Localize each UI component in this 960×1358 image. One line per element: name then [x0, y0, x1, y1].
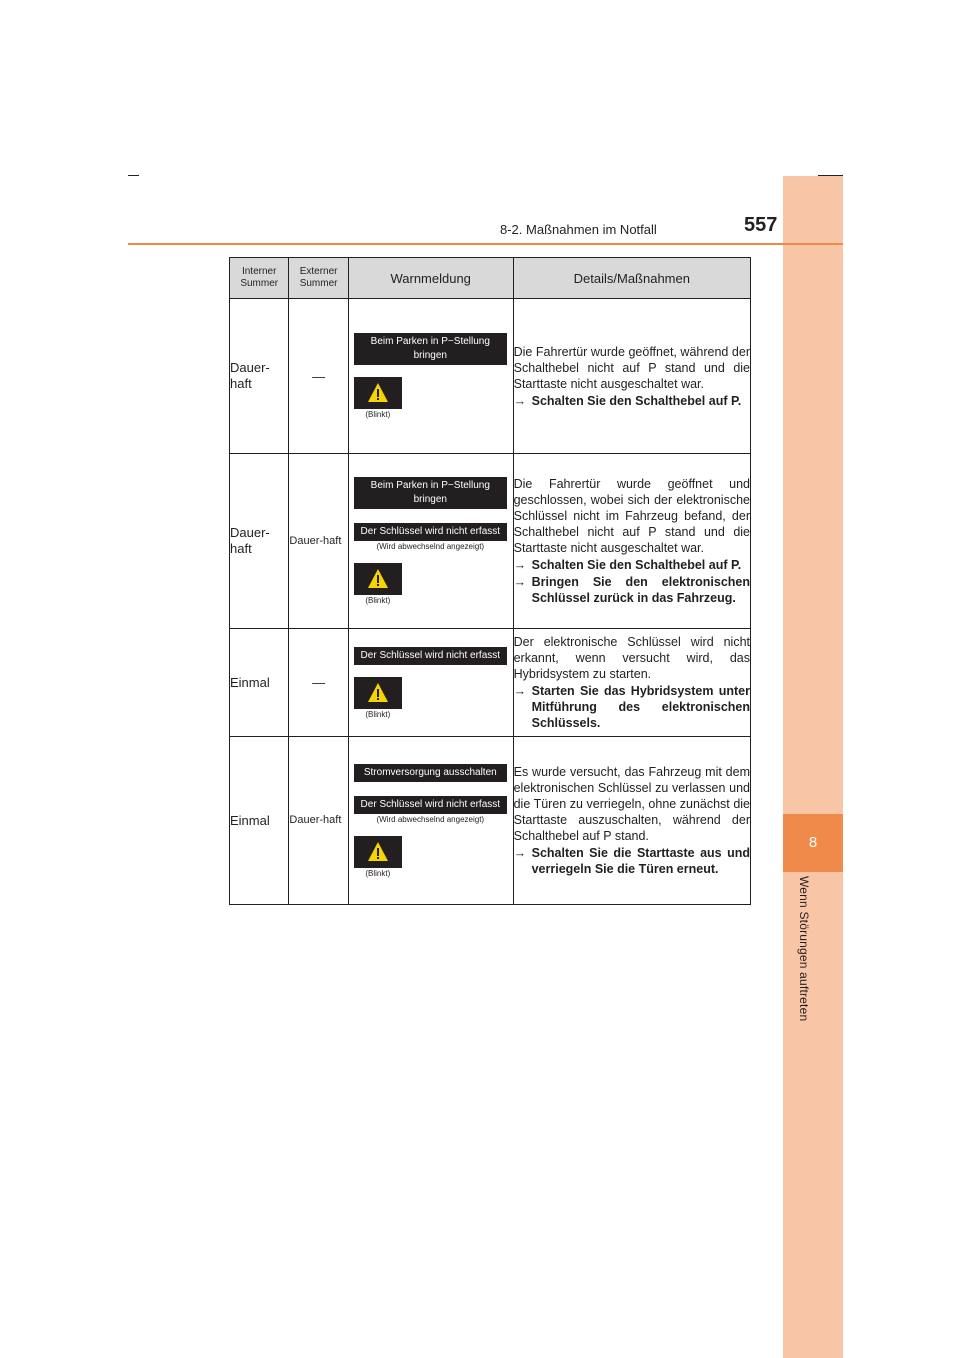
crop-mark	[128, 175, 139, 176]
external-buzzer-cell: Dauer-haft	[289, 454, 348, 629]
details-text: Es wurde versucht, das Fahrzeug mit dem elektronischen Schlüssel zu verlassen und die Türen zu verriegeln, ohne zunächst die Starttaste auszuschalten, während der Schalthebel auf P stand.	[513, 765, 750, 843]
table-row	[230, 737, 751, 905]
table-header-row	[230, 258, 751, 299]
warning-message-cell	[348, 299, 513, 454]
header-external-buzzer: Externer Summer	[289, 258, 348, 299]
message-banner: Der Schlüssel wird nicht erfasst	[354, 796, 507, 814]
internal-buzzer-cell: Einmal	[230, 629, 289, 737]
page-number: 557	[744, 214, 778, 236]
table-row	[230, 299, 751, 454]
details-text: Der elektronische Schlüssel wird nicht erkannt, wenn versucht wird, das Hybridsystem zu starten.	[513, 635, 750, 681]
warning-triangle-icon	[367, 841, 389, 863]
internal-buzzer-cell: Dauer-haft	[230, 299, 289, 454]
external-buzzer-cell: Dauer-haft	[289, 737, 348, 905]
header-warning-message: Warnmeldung	[348, 258, 513, 299]
details-cell	[513, 629, 750, 737]
action-item: → Starten Sie das Hybridsystem unter Mitführung des elektronischen Schlüssels.	[513, 684, 750, 730]
blink-label: (Blinkt)	[365, 596, 391, 605]
details-text: Die Fahrertür wurde geöffnet, während der Schalthebel nicht auf P stand und die Starttaste nicht ausgeschaltet war.	[513, 344, 750, 391]
external-buzzer-cell: —	[289, 299, 348, 454]
message-banner: Stromversorgung ausschalten	[354, 764, 507, 782]
blink-label: (Blinkt)	[365, 410, 391, 419]
warning-light	[354, 677, 402, 719]
action-item: → Schalten Sie den Schalthebel auf P.	[513, 393, 742, 408]
warning-triangle-icon	[367, 682, 389, 704]
warning-message-cell	[348, 737, 513, 905]
action-item: → Schalten Sie die Starttaste aus und verriegeln Sie die Türen erneut.	[513, 846, 750, 876]
details-text: Die Fahrertür wurde geöffnet und geschlossen, wobei sich der elektronische Schlüssel nicht im Fahrzeug befand, der Schalthebel nicht auf P stand und die Starttaste nicht ausgeschaltet war.	[513, 477, 750, 555]
message-banner: Der Schlüssel wird nicht erfasst	[354, 647, 507, 665]
action-item: → Schalten Sie den Schalthebel auf P.	[513, 558, 742, 572]
message-banner: Beim Parken in P−Stellung bringen	[354, 333, 507, 365]
blink-label: (Blinkt)	[365, 709, 391, 719]
table-row	[230, 629, 751, 737]
header-rule	[128, 243, 843, 245]
header-internal-buzzer: Interner Summer	[230, 258, 289, 299]
details-cell	[513, 454, 750, 629]
chapter-number: 8	[783, 814, 843, 872]
warning-light	[354, 377, 402, 419]
message-banner: Der Schlüssel wird nicht erfasst	[354, 523, 507, 541]
details-cell	[513, 299, 750, 454]
warning-triangle-icon	[367, 382, 389, 404]
header-details: Details/Maßnahmen	[513, 258, 750, 299]
action-item: → Bringen Sie den elektronischen Schlüssel zurück in das Fahrzeug.	[513, 575, 750, 605]
alternating-label: (Wird abwechselnd angezeigt)	[376, 814, 485, 824]
warning-table	[229, 257, 751, 905]
section-title: 8-2. Maßnahmen im Notfall	[500, 222, 657, 237]
chapter-sidebar	[783, 176, 843, 1358]
warning-light	[354, 563, 402, 605]
chapter-title: Wenn Störungen auftreten	[797, 876, 811, 1022]
message-banner: Beim Parken in P−Stellung bringen	[354, 477, 507, 509]
external-buzzer-cell: —	[289, 629, 348, 737]
warning-triangle-icon	[367, 568, 389, 590]
internal-buzzer-cell: Einmal	[230, 737, 289, 905]
alternating-label: (Wird abwechselnd angezeigt)	[376, 542, 485, 551]
warning-message-cell	[348, 454, 513, 629]
blink-label: (Blinkt)	[365, 868, 391, 878]
details-cell	[513, 737, 750, 905]
internal-buzzer-cell: Dauer-haft	[230, 454, 289, 629]
warning-message-cell	[348, 629, 513, 737]
table-row	[230, 454, 751, 629]
warning-light	[354, 836, 402, 878]
